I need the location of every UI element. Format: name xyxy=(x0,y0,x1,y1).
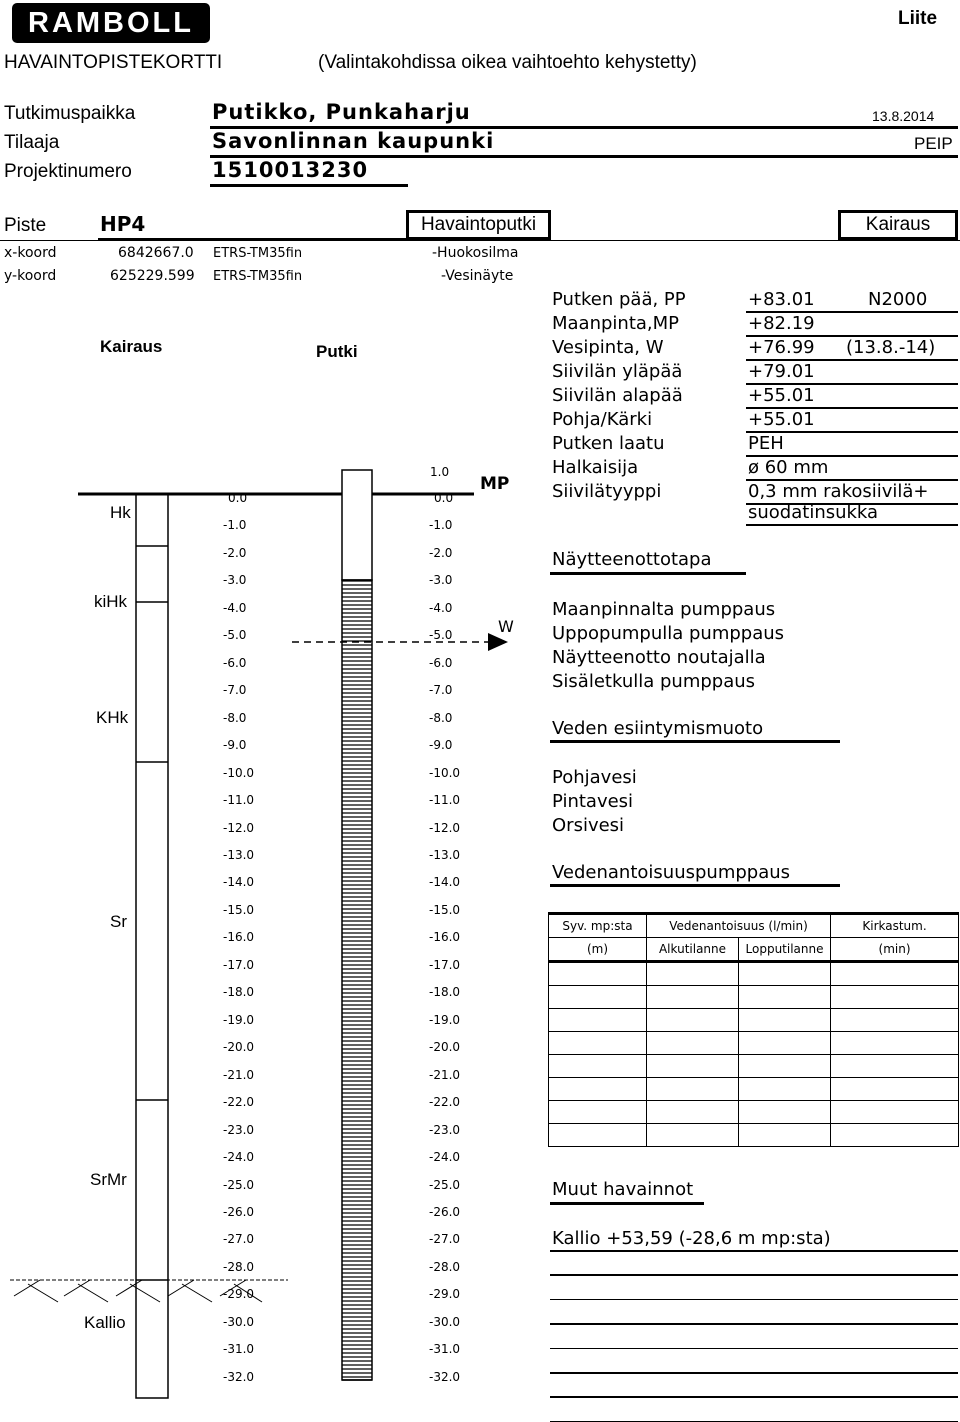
pump-header-yield: Vedenantoisuus (l/min) xyxy=(647,914,831,938)
pipe-depth-label: -26.0 xyxy=(429,1204,461,1219)
y-coord-value: 625229.599 xyxy=(110,268,195,284)
pump-cell[interactable] xyxy=(739,1124,831,1147)
soil-kihk: kiHk xyxy=(94,592,128,611)
pipe-depth-label: -20.0 xyxy=(429,1040,461,1055)
pipe-info-label: Putken pää, PP xyxy=(552,289,686,310)
other-title-underline xyxy=(550,1202,704,1205)
pump-cell[interactable] xyxy=(739,1055,831,1078)
x-coord-value: 6842667.0 xyxy=(118,245,194,261)
liite-label: Liite xyxy=(898,8,938,29)
drill-depth-label: -5.0 xyxy=(223,628,247,643)
drill-depth-label: -26.0 xyxy=(223,1204,255,1219)
drill-depth-label: -6.0 xyxy=(223,655,247,670)
other-text[interactable]: Kallio +53,59 (-28,6 m mp:sta) xyxy=(552,1228,831,1249)
pump-cell[interactable] xyxy=(647,1009,739,1032)
soil-sr: Sr xyxy=(110,912,127,931)
drill-depth-label: -16.0 xyxy=(223,930,255,945)
observation-line[interactable] xyxy=(550,1323,958,1325)
drill-depth-label: -4.0 xyxy=(223,600,247,615)
project-number-value: 1510013230 xyxy=(212,158,369,182)
site-value: Putikko, Punkaharju xyxy=(212,100,471,124)
pump-cell[interactable] xyxy=(549,1101,647,1124)
drill-depth-label: -2.0 xyxy=(223,545,247,560)
pump-cell[interactable] xyxy=(831,1032,959,1055)
pipe-info-value[interactable]: 0,3 mm rakosiivilä+ xyxy=(748,481,929,502)
x-coord-label: x-koord xyxy=(4,245,57,261)
drill-depth-label: -23.0 xyxy=(223,1122,255,1137)
drill-depth-label: -24.0 xyxy=(223,1150,255,1165)
pipe-depth-label: 0.0 xyxy=(434,491,454,505)
pump-header-clarify: Kirkastum. xyxy=(831,914,959,938)
pump-cell[interactable] xyxy=(831,962,959,986)
drill-depth-label: -13.0 xyxy=(223,847,255,862)
soil-khk: KHk xyxy=(96,708,129,727)
pump-header-depth: Syv. mp:sta xyxy=(549,914,647,938)
drill-depth-label: -3.0 xyxy=(223,573,247,588)
water-occurrence-underline xyxy=(550,740,840,743)
drill-depth-label: -25.0 xyxy=(223,1177,255,1192)
drill-depth-label: -18.0 xyxy=(223,985,255,1000)
water-label: W xyxy=(498,617,514,636)
pipe-depth-label: -18.0 xyxy=(429,985,461,1000)
observation-line[interactable] xyxy=(550,1348,958,1350)
page-title: HAVAINTOPISTEKORTTI xyxy=(4,52,223,73)
client-label: Tilaaja xyxy=(4,132,60,153)
pump-cell[interactable] xyxy=(647,1032,739,1055)
pipe-info-value[interactable]: +76.99 xyxy=(748,337,815,358)
table-row xyxy=(549,986,959,1009)
table-row xyxy=(549,1124,959,1147)
pipe-depth-label: -19.0 xyxy=(429,1012,461,1027)
pipe-depth-label: -11.0 xyxy=(429,793,461,808)
pump-cell[interactable] xyxy=(831,1124,959,1147)
pipe-depth-label: -8.0 xyxy=(429,710,453,725)
pipe-depth-label: -30.0 xyxy=(429,1314,461,1329)
pump-cell[interactable] xyxy=(831,1101,959,1124)
drill-depth-label: -30.0 xyxy=(223,1314,255,1329)
drill-depth-label: -21.0 xyxy=(223,1067,255,1082)
pump-cell[interactable] xyxy=(739,1078,831,1101)
pipe-depth-label: -17.0 xyxy=(429,957,461,972)
pump-cell[interactable] xyxy=(647,1124,739,1147)
pipe-info-value[interactable]: +55.01 xyxy=(748,409,815,430)
project-number-label: Projektinumero xyxy=(4,161,132,182)
sampling-option-2[interactable]: Uppopumpulla pumppaus xyxy=(552,623,785,644)
x-crs: ETRS-TM35fin xyxy=(213,246,303,261)
drill-depth-label: -8.0 xyxy=(223,710,247,725)
instruction-note: (Valintakohdissa oikea vaihtoehto kehystetty) xyxy=(318,52,697,73)
observation-line[interactable] xyxy=(550,1250,958,1252)
option-kairaus[interactable]: Kairaus xyxy=(838,210,958,240)
table-row xyxy=(549,1009,959,1032)
drill-depth-label: 0.0 xyxy=(228,491,248,505)
site-label: Tutkimuspaikka xyxy=(4,103,136,124)
pipe-info-label: Putken laatu xyxy=(552,433,665,454)
pump-cell[interactable] xyxy=(739,1101,831,1124)
y-coord-label: y-koord xyxy=(4,268,57,284)
pump-cell[interactable] xyxy=(739,1032,831,1055)
drill-depth-label: -14.0 xyxy=(223,875,255,890)
pipe-depth-label: -16.0 xyxy=(429,930,461,945)
water-option-pintavesi[interactable]: Pintavesi xyxy=(552,791,634,812)
pipe-info-value[interactable]: +83.01 xyxy=(748,289,815,310)
drill-column-title: Kairaus xyxy=(100,337,163,356)
pipe-depth-label: -27.0 xyxy=(429,1232,461,1247)
pipe-depth-label: -29.0 xyxy=(429,1287,461,1302)
sampling-option-3[interactable]: Näytteenotto noutajalla xyxy=(552,647,766,668)
sampling-option-4[interactable]: Sisäletkulla pumppaus xyxy=(552,671,756,692)
pipe-info-label: Pohja/Kärki xyxy=(552,409,653,430)
date-value: 13.8.2014 xyxy=(872,108,935,124)
drill-depth-label: -29.0 xyxy=(223,1287,255,1302)
pump-cell[interactable] xyxy=(831,1055,959,1078)
option-havaintoputki[interactable]: Havaintoputki xyxy=(406,210,551,240)
y-crs: ETRS-TM35fin xyxy=(213,269,303,284)
pump-cell[interactable] xyxy=(549,962,647,986)
pumping-table xyxy=(548,912,959,1147)
drill-depth-label: -22.0 xyxy=(223,1095,255,1110)
pipe-info-label: Maanpinta,MP xyxy=(552,313,680,334)
drill-depth-label: -10.0 xyxy=(223,765,255,780)
pump-subheader-end: Lopputilanne xyxy=(739,938,831,962)
pipe-info-label: Halkaisija xyxy=(552,457,639,478)
pipe-depth-label: -31.0 xyxy=(429,1342,461,1357)
point-id: HP4 xyxy=(100,212,146,236)
pipe-column-title: Putki xyxy=(316,342,358,361)
pipe-riser xyxy=(342,470,372,580)
screen-type-continued: suodatinsukka xyxy=(748,502,879,523)
pump-subheader-min: (min) xyxy=(831,938,959,962)
soil-hk: Hk xyxy=(110,503,131,522)
pump-cell[interactable] xyxy=(549,1032,647,1055)
pipe-info-extra: (13.8.-14) xyxy=(846,337,936,358)
huokosilma-option[interactable]: -Huokosilma xyxy=(432,245,519,261)
observation-line[interactable] xyxy=(550,1299,958,1301)
pump-cell[interactable] xyxy=(549,1055,647,1078)
pipe-info-label: Vesipinta, W xyxy=(552,337,664,358)
other-title: Muut havainnot xyxy=(552,1179,694,1200)
pump-cell[interactable] xyxy=(739,962,831,986)
drill-depth-label: -1.0 xyxy=(223,518,247,533)
drill-depth-label: -17.0 xyxy=(223,957,255,972)
pipe-info-value[interactable]: ø 60 mm xyxy=(748,457,829,478)
pump-cell[interactable] xyxy=(647,962,739,986)
pump-cell[interactable] xyxy=(549,986,647,1009)
drill-depth-label: -9.0 xyxy=(223,738,247,753)
pipe-info-label: Siivilän yläpää xyxy=(552,361,683,382)
soil-srmr: SrMr xyxy=(90,1170,127,1189)
pipe-depth-label: -2.0 xyxy=(429,545,453,560)
pipe-depth-label: -23.0 xyxy=(429,1122,461,1137)
pipe-depth-label: -24.0 xyxy=(429,1150,461,1165)
pump-cell[interactable] xyxy=(647,1078,739,1101)
pipe-depth-label: -12.0 xyxy=(429,820,461,835)
observation-line[interactable] xyxy=(550,1396,958,1398)
pipe-screen xyxy=(342,580,372,1380)
drill-depth-label: -31.0 xyxy=(223,1342,255,1357)
pipe-depth-label: -5.0 xyxy=(429,628,453,643)
water-option-pohjavesi[interactable]: Pohjavesi xyxy=(552,767,637,788)
pipe-depth-label: -9.0 xyxy=(429,738,453,753)
drill-depth-label: -32.0 xyxy=(223,1369,255,1384)
pipe-depth-label: -13.0 xyxy=(429,847,461,862)
screen-type-underline xyxy=(746,524,958,526)
pipe-depth-label: -32.0 xyxy=(429,1369,461,1384)
pipe-info-label: Siivilän alapää xyxy=(552,385,683,406)
drill-depth-label: -15.0 xyxy=(223,902,255,917)
pumping-title: Vedenantoisuuspumppaus xyxy=(552,862,791,883)
pipe-depth-label: -22.0 xyxy=(429,1095,461,1110)
drill-depth-label: -28.0 xyxy=(223,1259,255,1274)
pump-cell[interactable] xyxy=(647,1101,739,1124)
pump-subheader-unit: (m) xyxy=(549,938,647,962)
pipe-depth-label: -28.0 xyxy=(429,1259,461,1274)
water-occurrence-title: Veden esiintymismuoto xyxy=(552,718,764,739)
pump-cell[interactable] xyxy=(549,1078,647,1101)
pipe-depth-label: -25.0 xyxy=(429,1177,461,1192)
pipe-info-extra: N2000 xyxy=(868,289,928,310)
pipe-top-depth: 1.0 xyxy=(430,465,450,479)
pipe-depth-label: -10.0 xyxy=(429,765,461,780)
drill-column xyxy=(136,494,168,1398)
pump-cell[interactable] xyxy=(831,986,959,1009)
sampling-title: Näytteenottotapa xyxy=(552,549,712,570)
drill-depth-label: -7.0 xyxy=(223,683,247,698)
pump-cell[interactable] xyxy=(647,986,739,1009)
pumping-title-underline xyxy=(550,884,840,887)
pump-subheader-start: Alkutilanne xyxy=(647,938,739,962)
drill-depth-label: -20.0 xyxy=(223,1040,255,1055)
pipe-info-value[interactable]: +82.19 xyxy=(748,313,815,334)
drill-depth-label: -11.0 xyxy=(223,793,255,808)
pump-cell[interactable] xyxy=(647,1055,739,1078)
table-row xyxy=(549,1032,959,1055)
pump-cell[interactable] xyxy=(739,1009,831,1032)
pipe-info-value[interactable]: PEH xyxy=(748,433,784,454)
sampling-option-1[interactable]: Maanpinnalta pumppaus xyxy=(552,599,776,620)
vesinayte-option[interactable]: -Vesinäyte xyxy=(441,268,514,284)
pipe-depth-label: -6.0 xyxy=(429,655,453,670)
pipe-depth-label: -7.0 xyxy=(429,683,453,698)
table-row xyxy=(549,962,959,986)
table-row xyxy=(549,1101,959,1124)
sampling-title-underline xyxy=(550,572,746,575)
ramboll-logo: RAMBOLL xyxy=(12,3,210,43)
pump-cell[interactable] xyxy=(831,1009,959,1032)
drill-depth-label: -19.0 xyxy=(223,1012,255,1027)
soil-kallio: Kallio xyxy=(84,1313,126,1332)
point-label: Piste xyxy=(4,215,47,236)
pipe-depth-label: -3.0 xyxy=(429,573,453,588)
table-row xyxy=(549,1055,959,1078)
pipe-depth-label: -15.0 xyxy=(429,902,461,917)
pump-cell[interactable] xyxy=(831,1078,959,1101)
table-row xyxy=(549,1078,959,1101)
pump-cell[interactable] xyxy=(739,986,831,1009)
pump-cell[interactable] xyxy=(549,1124,647,1147)
pipe-depth-label: -14.0 xyxy=(429,875,461,890)
mp-label: MP xyxy=(480,474,510,494)
client-code: PEIP xyxy=(914,134,953,153)
pipe-info-label: Siivilätyyppi xyxy=(552,481,662,502)
observation-line[interactable] xyxy=(550,1372,958,1374)
pump-cell[interactable] xyxy=(549,1009,647,1032)
pipe-info-value[interactable]: +79.01 xyxy=(748,361,815,382)
drill-depth-label: -27.0 xyxy=(223,1232,255,1247)
pipe-depth-label: -4.0 xyxy=(429,600,453,615)
pipe-depth-label: -1.0 xyxy=(429,518,453,533)
client-value: Savonlinnan kaupunki xyxy=(212,129,495,153)
observation-line[interactable] xyxy=(550,1274,958,1276)
water-option-orsivesi[interactable]: Orsivesi xyxy=(552,815,625,836)
drill-depth-label: -12.0 xyxy=(223,820,255,835)
pipe-depth-label: -21.0 xyxy=(429,1067,461,1082)
pipe-info-value[interactable]: +55.01 xyxy=(748,385,815,406)
